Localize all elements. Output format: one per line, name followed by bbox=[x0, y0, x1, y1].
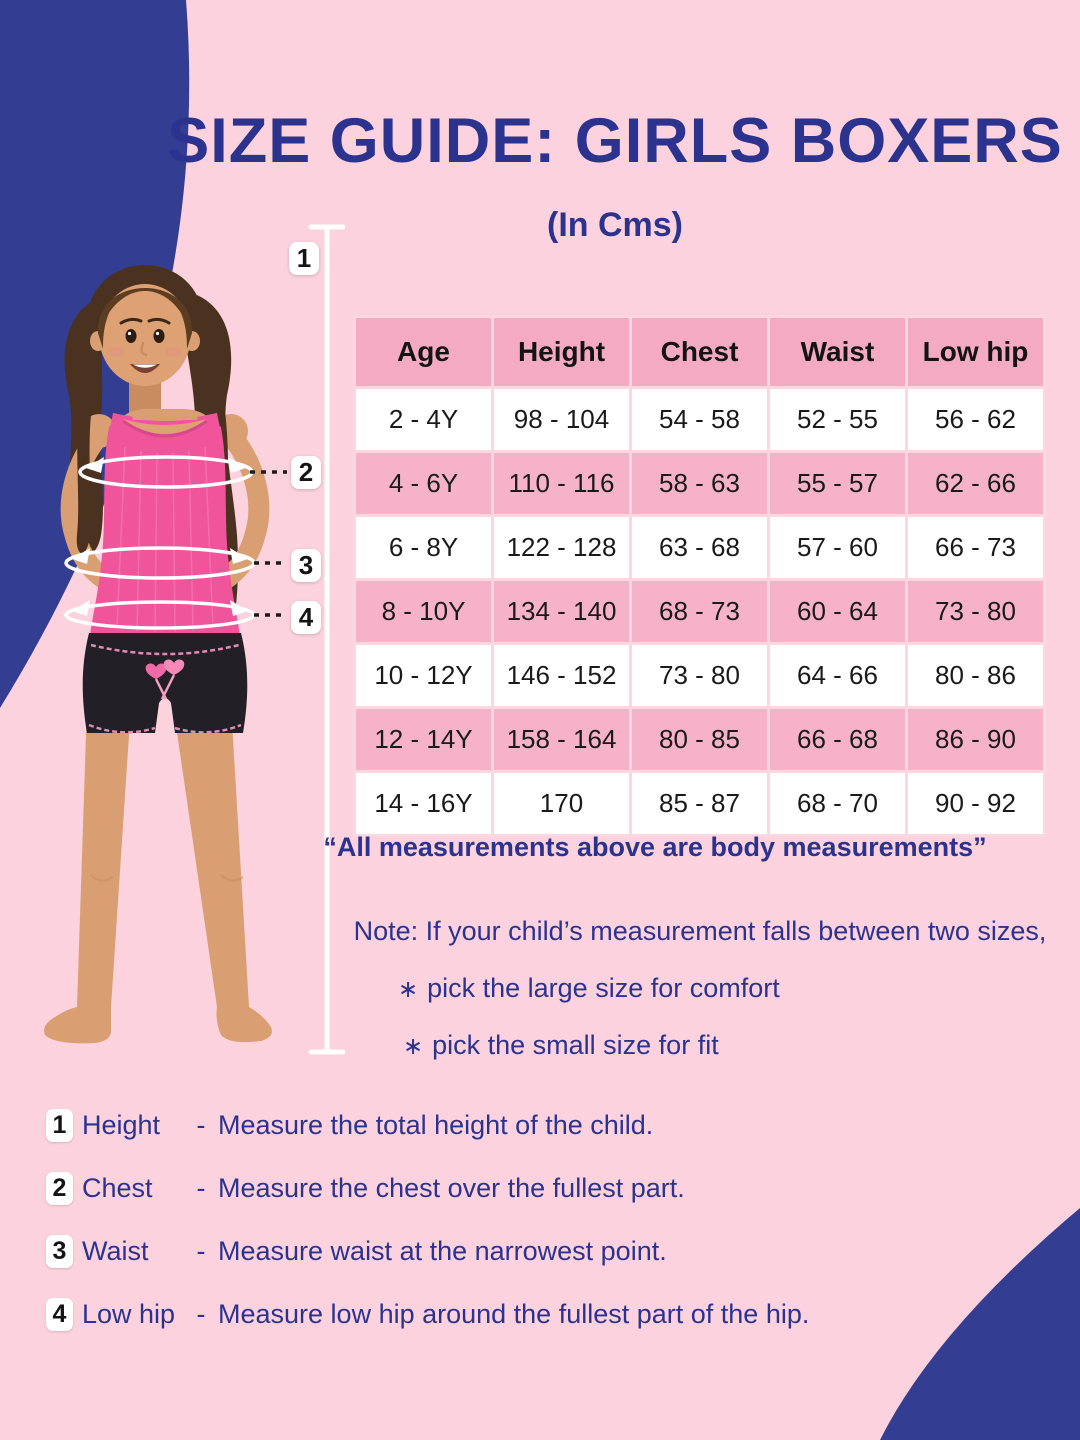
table-row bbox=[355, 452, 1045, 516]
table-cell: 66 - 68 bbox=[769, 708, 907, 772]
legend-item-chest bbox=[46, 1172, 685, 1205]
legend-label: Height bbox=[82, 1110, 161, 1140]
table-cell: 98 - 104 bbox=[493, 388, 631, 452]
table-row bbox=[355, 644, 1045, 708]
girl-figure-icon bbox=[44, 265, 272, 1043]
asterisk-icon: ∗ bbox=[403, 1033, 424, 1060]
table-cell: 110 - 116 bbox=[493, 452, 631, 516]
page-title: SIZE GUIDE: GIRLS BOXERS bbox=[167, 106, 1063, 176]
table-cell: 170 bbox=[493, 772, 631, 836]
table-cell: 146 - 152 bbox=[493, 644, 631, 708]
table-cell: 68 - 73 bbox=[631, 580, 769, 644]
legend-item-height bbox=[46, 1109, 653, 1142]
table-cell: 6 - 8Y bbox=[355, 516, 493, 580]
table-cell: 64 - 66 bbox=[769, 644, 907, 708]
legend-text: Measure the chest over the fullest part. bbox=[218, 1173, 685, 1203]
table-cell: 90 - 92 bbox=[907, 772, 1045, 836]
bullet-text: pick the small size for fit bbox=[432, 1030, 719, 1060]
legend-dash: - bbox=[196, 1299, 206, 1329]
table-cell: 86 - 90 bbox=[907, 708, 1045, 772]
table-header-cell: Chest bbox=[631, 317, 769, 388]
table-cell: 80 - 85 bbox=[631, 708, 769, 772]
table-cell: 73 - 80 bbox=[631, 644, 769, 708]
marker-badge-chest: 2 bbox=[291, 456, 321, 489]
size-table bbox=[353, 315, 1046, 837]
table-cell: 54 - 58 bbox=[631, 388, 769, 452]
legend-text: Measure waist at the narrowest point. bbox=[218, 1236, 667, 1266]
marker-badge-waist: 3 bbox=[291, 549, 321, 582]
legend-number-badge: 1 bbox=[46, 1109, 73, 1142]
bullet-text: pick the large size for comfort bbox=[427, 973, 780, 1003]
legend-item-waist bbox=[46, 1235, 667, 1268]
table-cell: 14 - 16Y bbox=[355, 772, 493, 836]
table-cell: 4 - 6Y bbox=[355, 452, 493, 516]
table-row bbox=[355, 772, 1045, 836]
table-row bbox=[355, 516, 1045, 580]
table-cell: 63 - 68 bbox=[631, 516, 769, 580]
marker-badge-lowhip: 4 bbox=[291, 601, 321, 634]
legend-label: Chest bbox=[82, 1173, 153, 1203]
table-cell: 58 - 63 bbox=[631, 452, 769, 516]
table-header-cell: Age bbox=[355, 317, 493, 388]
bullet-small-size bbox=[403, 1030, 719, 1061]
table-cell: 55 - 57 bbox=[769, 452, 907, 516]
table-cell: 80 - 86 bbox=[907, 644, 1045, 708]
asterisk-icon: ∗ bbox=[398, 976, 419, 1003]
legend-item-lowhip bbox=[46, 1298, 809, 1331]
legend-label: Waist bbox=[82, 1236, 149, 1266]
bullet-large-size bbox=[398, 973, 780, 1004]
legend-text: Measure low hip around the fullest part of the hip. bbox=[218, 1299, 810, 1329]
between-sizes-note: Note: If your child’s measurement falls between two sizes, bbox=[353, 916, 1047, 946]
table-cell: 73 - 80 bbox=[907, 580, 1045, 644]
table-cell: 122 - 128 bbox=[493, 516, 631, 580]
table-cell: 56 - 62 bbox=[907, 388, 1045, 452]
table-cell: 66 - 73 bbox=[907, 516, 1045, 580]
table-row bbox=[355, 580, 1045, 644]
legend-label: Low hip bbox=[82, 1299, 176, 1329]
table-cell: 62 - 66 bbox=[907, 452, 1045, 516]
table-cell: 57 - 60 bbox=[769, 516, 907, 580]
legend-number-badge: 2 bbox=[46, 1172, 73, 1205]
table-header-cell: Waist bbox=[769, 317, 907, 388]
table-cell: 134 - 140 bbox=[493, 580, 631, 644]
body-measurements-quote: “All measurements above are body measurements” bbox=[323, 832, 987, 862]
table-cell: 2 - 4Y bbox=[355, 388, 493, 452]
table-row bbox=[355, 708, 1045, 772]
legend-number-badge: 3 bbox=[46, 1235, 73, 1268]
legend-text: Measure the total height of the child. bbox=[218, 1110, 654, 1140]
table-cell: 85 - 87 bbox=[631, 772, 769, 836]
table-header-cell: Low hip bbox=[907, 317, 1045, 388]
girl-photo-illustration bbox=[25, 235, 325, 1060]
table-cell: 68 - 70 bbox=[769, 772, 907, 836]
table-cell: 52 - 55 bbox=[769, 388, 907, 452]
table-cell: 158 - 164 bbox=[493, 708, 631, 772]
table-cell: 8 - 10Y bbox=[355, 580, 493, 644]
table-cell: 12 - 14Y bbox=[355, 708, 493, 772]
legend-dash: - bbox=[196, 1110, 206, 1140]
marker-badge-height: 1 bbox=[289, 242, 319, 275]
table-cell: 10 - 12Y bbox=[355, 644, 493, 708]
corner-shape-bottom-right-icon bbox=[880, 1208, 1080, 1440]
legend-dash: - bbox=[196, 1236, 206, 1266]
legend-dash: - bbox=[196, 1173, 206, 1203]
table-cell: 60 - 64 bbox=[769, 580, 907, 644]
legend-number-badge: 4 bbox=[46, 1298, 73, 1331]
table-header-row bbox=[355, 317, 1045, 388]
table-row bbox=[355, 388, 1045, 452]
table-header-cell: Height bbox=[493, 317, 631, 388]
page-subtitle: (In Cms) bbox=[547, 206, 683, 244]
